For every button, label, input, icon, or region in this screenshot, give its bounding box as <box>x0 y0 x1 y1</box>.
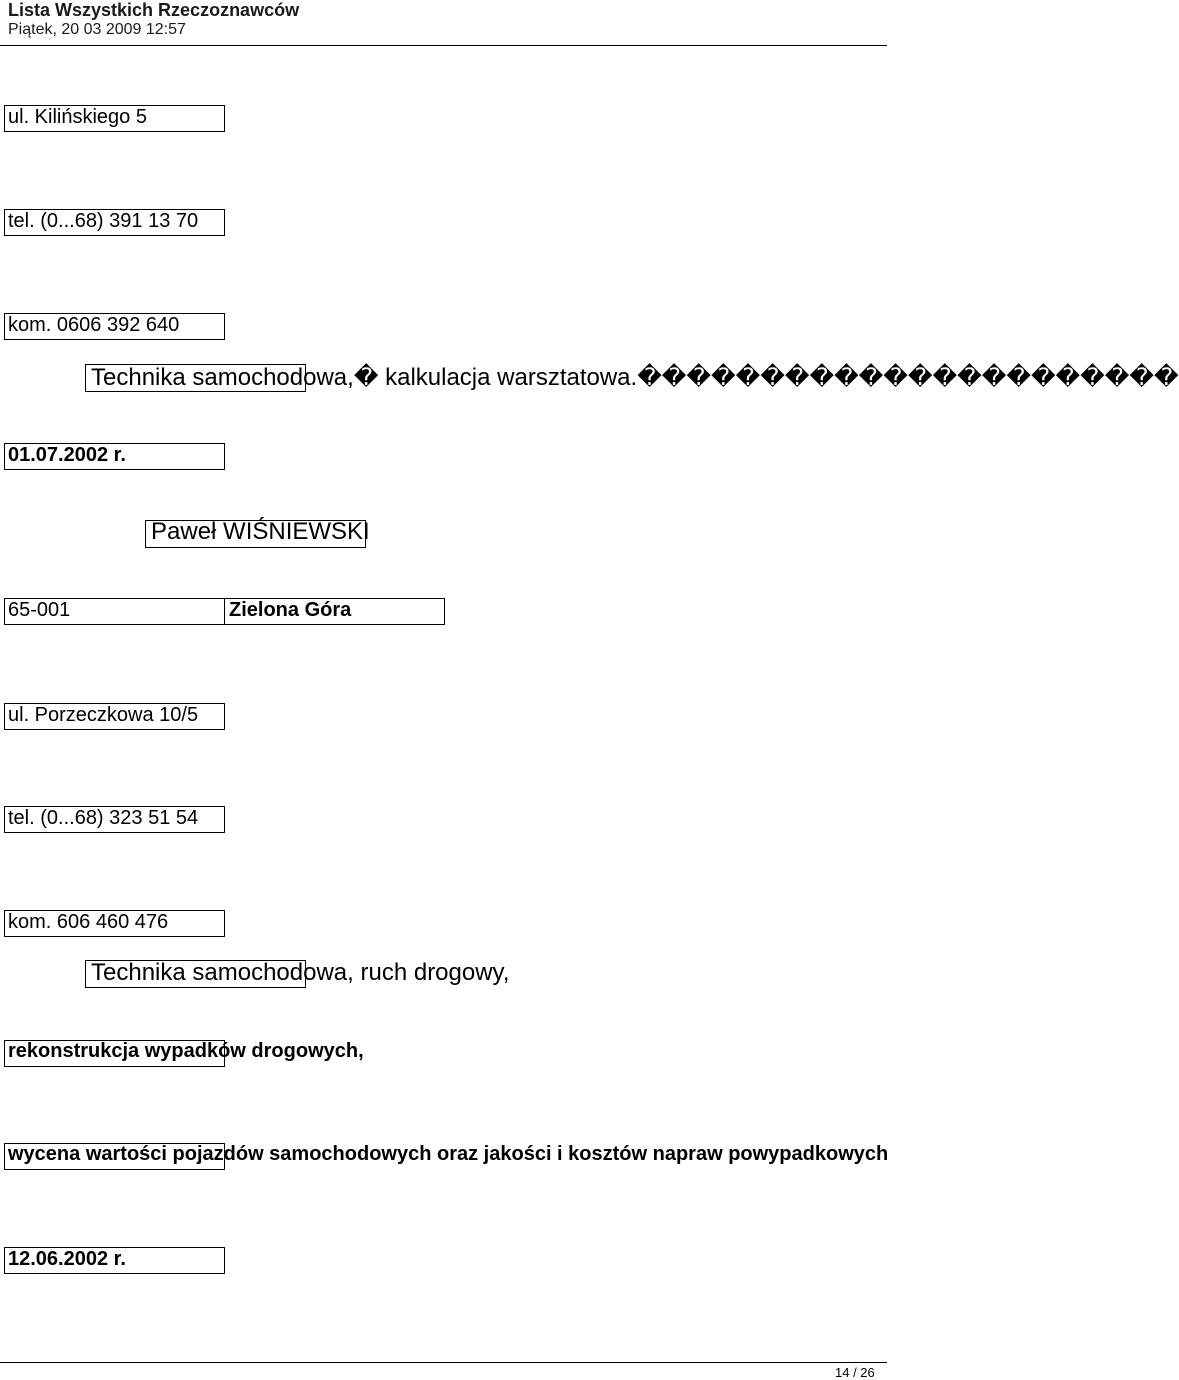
document-title: Lista Wszystkich Rzeczoznawców <box>8 0 300 20</box>
entry-postal-code: 65-001 <box>8 599 71 621</box>
entry-specialty-1: Technika samochodowa, ruch drogowy, <box>91 959 510 986</box>
entry-specialty: Technika samochodowa,� kalkulacja warsztatowa.���������������������� <box>91 364 1179 391</box>
entry-street: ul. Kilińskiego 5 <box>8 106 147 128</box>
entry-specialty-3: wycena wartości pojazdów samochodowych oraz jakości i kosztów napraw powypadkowych <box>8 1143 889 1165</box>
entry-city: Zielona Góra <box>229 599 352 621</box>
entry-date: 12.06.2002 r. <box>8 1248 126 1270</box>
entry-date: 01.07.2002 r. <box>8 444 126 466</box>
print-date: Piątek, 20 03 2009 12:57 <box>8 21 186 38</box>
header-rule <box>0 45 887 46</box>
entry-mobile: kom. 606 460 476 <box>8 911 169 933</box>
footer-rule <box>0 1362 887 1363</box>
entry-phone: tel. (0...68) 391 13 70 <box>8 210 199 232</box>
expert-name: Paweł WIŚNIEWSKI <box>151 518 370 545</box>
entry-street: ul. Porzeczkowa 10/5 <box>8 704 199 726</box>
page-number: 14 / 26 <box>835 1365 875 1380</box>
entry-mobile: kom. 0606 392 640 <box>8 314 180 336</box>
entry-phone: tel. (0...68) 323 51 54 <box>8 807 199 829</box>
entry-specialty-2: rekonstrukcja wypadków drogowych, <box>8 1040 364 1062</box>
